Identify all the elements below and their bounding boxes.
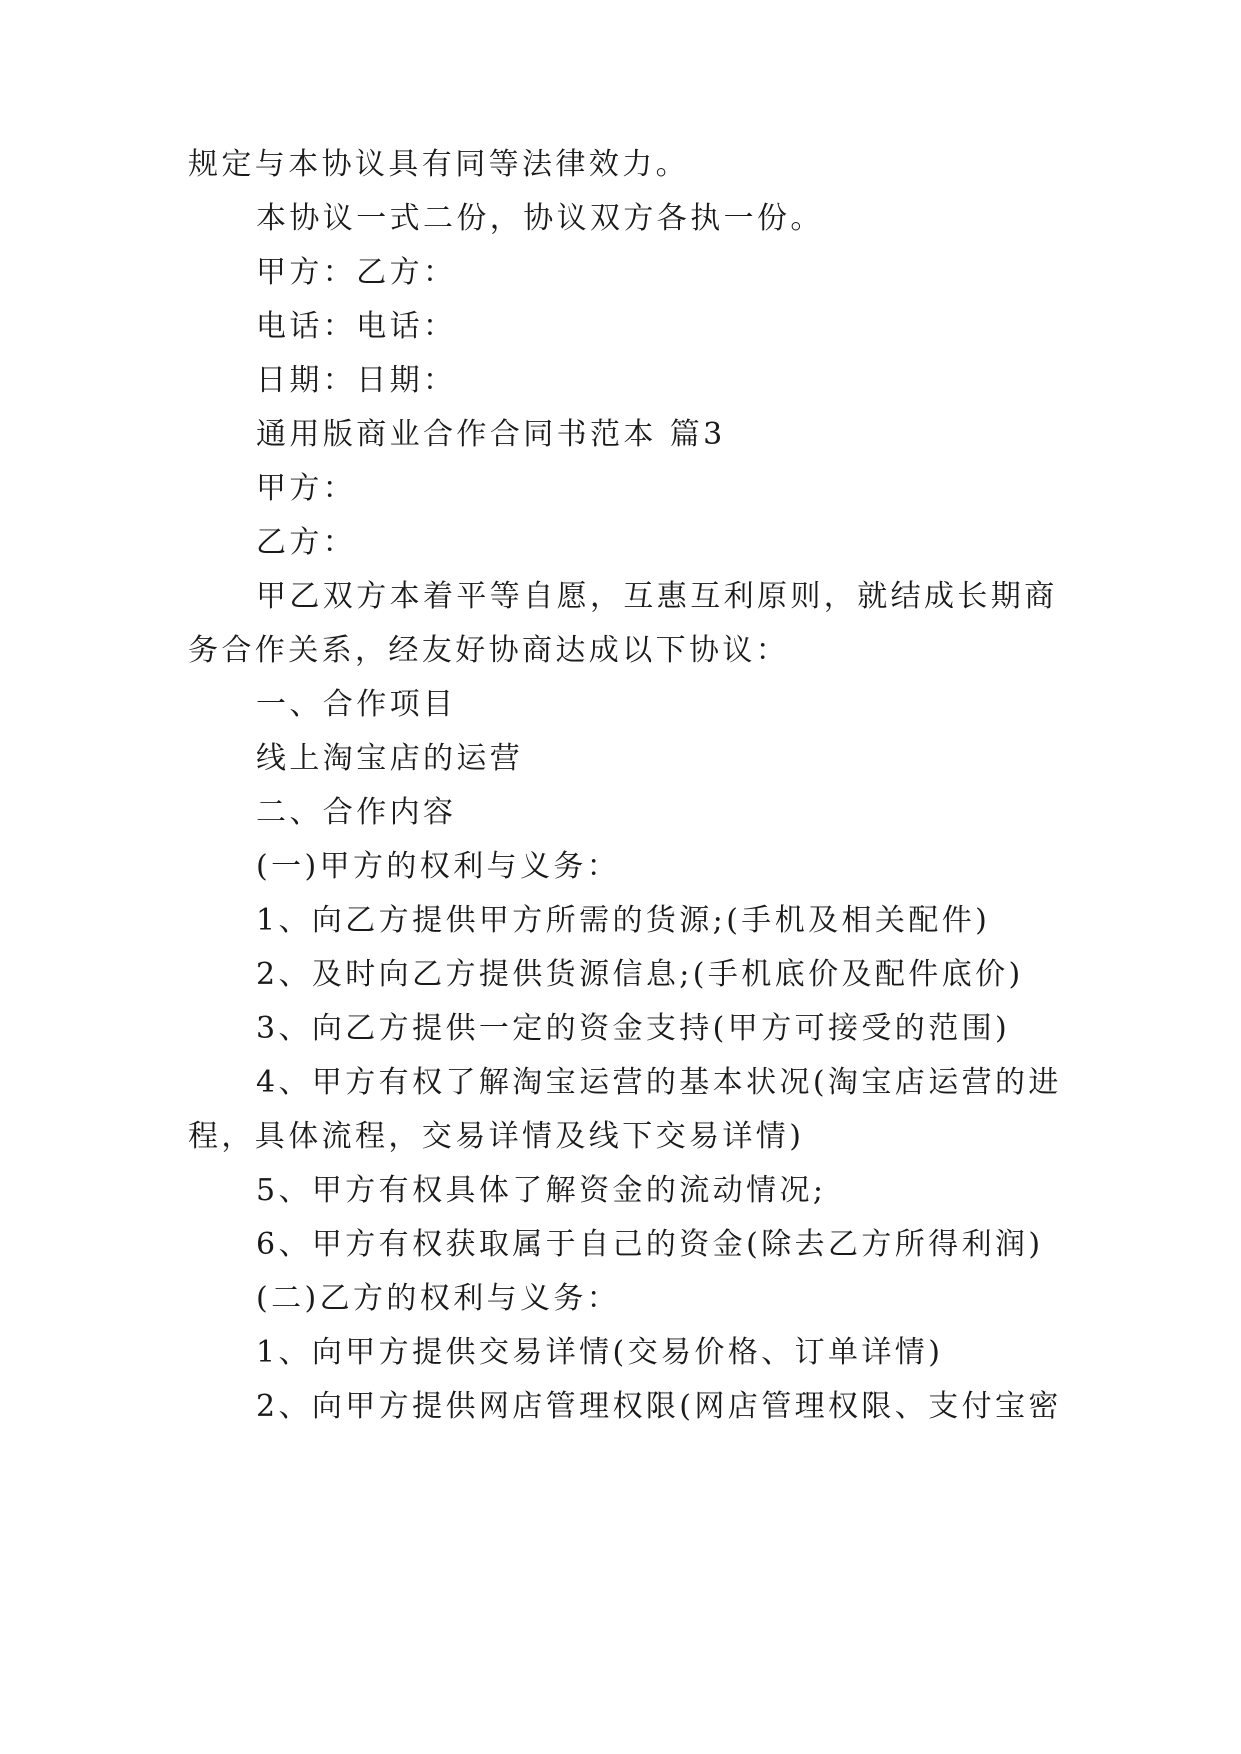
text-line: 甲方：乙方： (256, 255, 457, 290)
text-line: 务合作关系，经友好协商达成以下协议： (188, 633, 790, 668)
text-line: 乙方： (256, 525, 357, 560)
text-line: 本协议一式二份，协议双方各执一份。 (256, 201, 824, 236)
text-line: 6、甲方有权获取属于自己的资金(除去乙方所得利润) (256, 1227, 1044, 1262)
text-line: 程，具体流程，交易详情及线下交易详情) (188, 1119, 805, 1154)
text-line: 甲方： (256, 471, 357, 506)
section-heading: 通用版商业合作合同书范本 篇3 (256, 417, 726, 452)
text-line: 二、合作内容 (256, 795, 457, 830)
text-line: 2、及时向乙方提供货源信息;(手机底价及配件底价) (256, 957, 1024, 992)
text-line: 4、甲方有权了解淘宝运营的基本状况(淘宝店运营的进 (256, 1065, 1062, 1100)
text-line: (一)甲方的权利与义务： (256, 849, 621, 884)
text-line: 甲乙双方本着平等自愿，互惠互利原则，就结成长期商 (256, 579, 1058, 614)
text-line: 5、甲方有权具体了解资金的流动情况; (256, 1173, 827, 1208)
text-line: (二)乙方的权利与义务： (256, 1281, 621, 1316)
text-line: 1、向甲方提供交易详情(交易价格、订单详情) (256, 1335, 944, 1370)
text-line: 一、合作项目 (256, 687, 457, 722)
text-line: 规定与本协议具有同等法律效力。 (188, 147, 689, 182)
text-line: 电话：电话： (256, 309, 457, 344)
text-line: 线上淘宝店的运营 (256, 741, 524, 776)
text-line: 2、向甲方提供网店管理权限(网店管理权限、支付宝密 (256, 1389, 1062, 1424)
text-line: 1、向乙方提供甲方所需的货源;(手机及相关配件) (256, 903, 991, 938)
text-line: 日期：日期： (256, 363, 457, 398)
text-line: 3、向乙方提供一定的资金支持(甲方可接受的范围) (256, 1011, 1011, 1046)
